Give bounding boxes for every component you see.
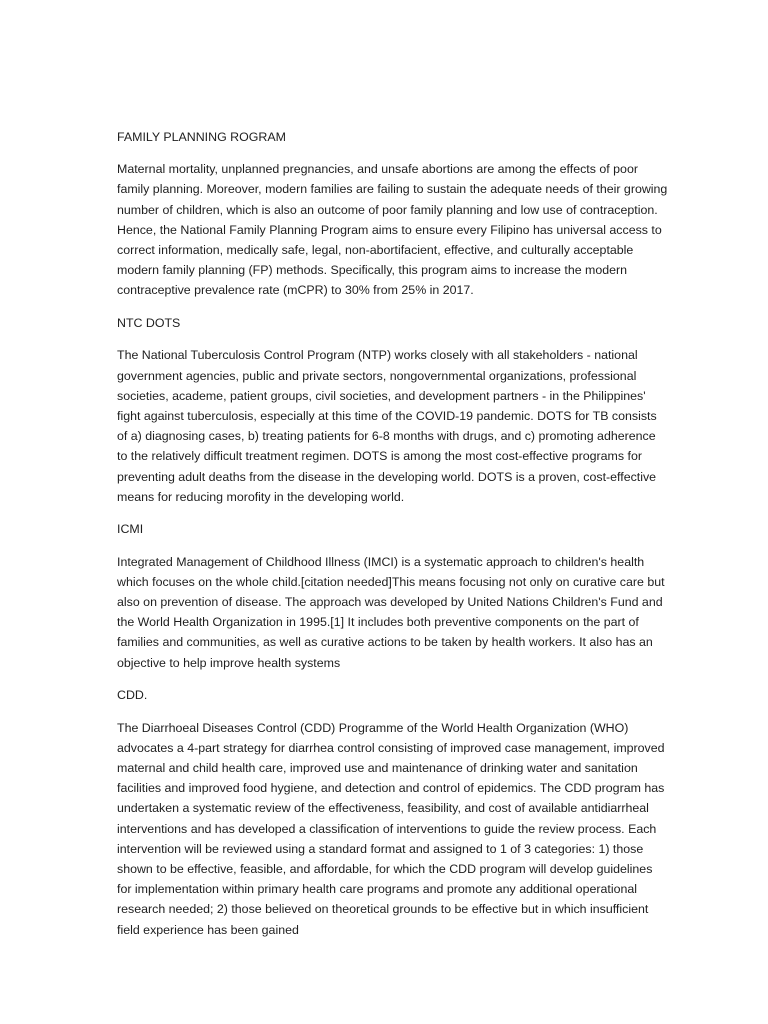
section-heading: ICMI — [117, 522, 144, 537]
section-body: The Diarrhoeal Diseases Control (CDD) Programme of the World Health Organization (WHO) advocates a 4-part strategy for diarrhea control consisting of improved case management, improved maternal and child health care, improved use and maintenance of drinking water and sanitation facilities and improved food hygiene, and detection and control of epidemics. The CDD program has undertaken a systematic review of the effectiveness, feasibility, and cost of available antidiarrheal interventions and has developed a classification of interventions to guide the review process. Each intervention will be reviewed using a standard format and assigned to 1 of 3 categories: 1) those shown to be effective, feasible, and affordable, for which the CDD program will develop guidelines for implementation within primary health care programs and promote any additional operational research needed; 2) those believed on theoretical grounds to be effective but in which insufficient field experience has been gained — [117, 720, 665, 937]
section-heading: CDD. — [117, 688, 148, 703]
section-body: The National Tuberculosis Control Program (NTP) works closely with all stakeholders - national government agencies, public and private sectors, nongovernmental organizations, professional societies, academe, patient groups, civil societies, and development partners - in the Philippines' fight against tuberculosis, especially at this time of the COVID-19 pandemic. DOTS for TB consists of a) diagnosing cases, b) treating patients for 6-8 months with drugs, and c) promoting adherence to the relatively difficult treatment regimen. DOTS is among the most cost-effective programs for preventing adult deaths from the disease in the developing world. DOTS is a proven, cost-effective means for reducing morofity in the developing world. — [117, 348, 657, 504]
section-heading: FAMILY PLANNING ROGRAM — [117, 130, 286, 144]
section-ntc-dots — [117, 313, 668, 507]
section-body: Maternal mortality, unplanned pregnancies, and unsafe abortions are among the effects of poor family planning. Moreover, modern families are failing to sustain the adequate needs of their growing number of children, which is also an outcome of poor family planning and low use of contraception. Hence, the National Family Planning Program aims to ensure every Filipino has universal access to correct information, medically safe, legal, non-abortifacient, effective, and culturally acceptable modern family planning (FP) methods. Specifically, this program aims to increase the modern contraceptive prevalence rate (mCPR) to 30% from 25% in 2017. — [117, 162, 668, 298]
section-body: Integrated Management of Childhood Illness (IMCI) is a systematic approach to children's health which focuses on the whole child.[citation needed]This means focusing not only on curative care but also on prevention of disease. The approach was developed by United Nations Children's Fund and the World Health Organization in 1995.[1] It includes both preventive components on the part of families and communities, as well as curative actions to be taken by health workers. It also has an objective to help improve health systems — [117, 554, 665, 670]
section-heading: NTC DOTS — [117, 316, 181, 331]
section-family-planning — [117, 127, 668, 301]
section-icmi — [117, 519, 668, 672]
section-cdd — [117, 685, 668, 939]
